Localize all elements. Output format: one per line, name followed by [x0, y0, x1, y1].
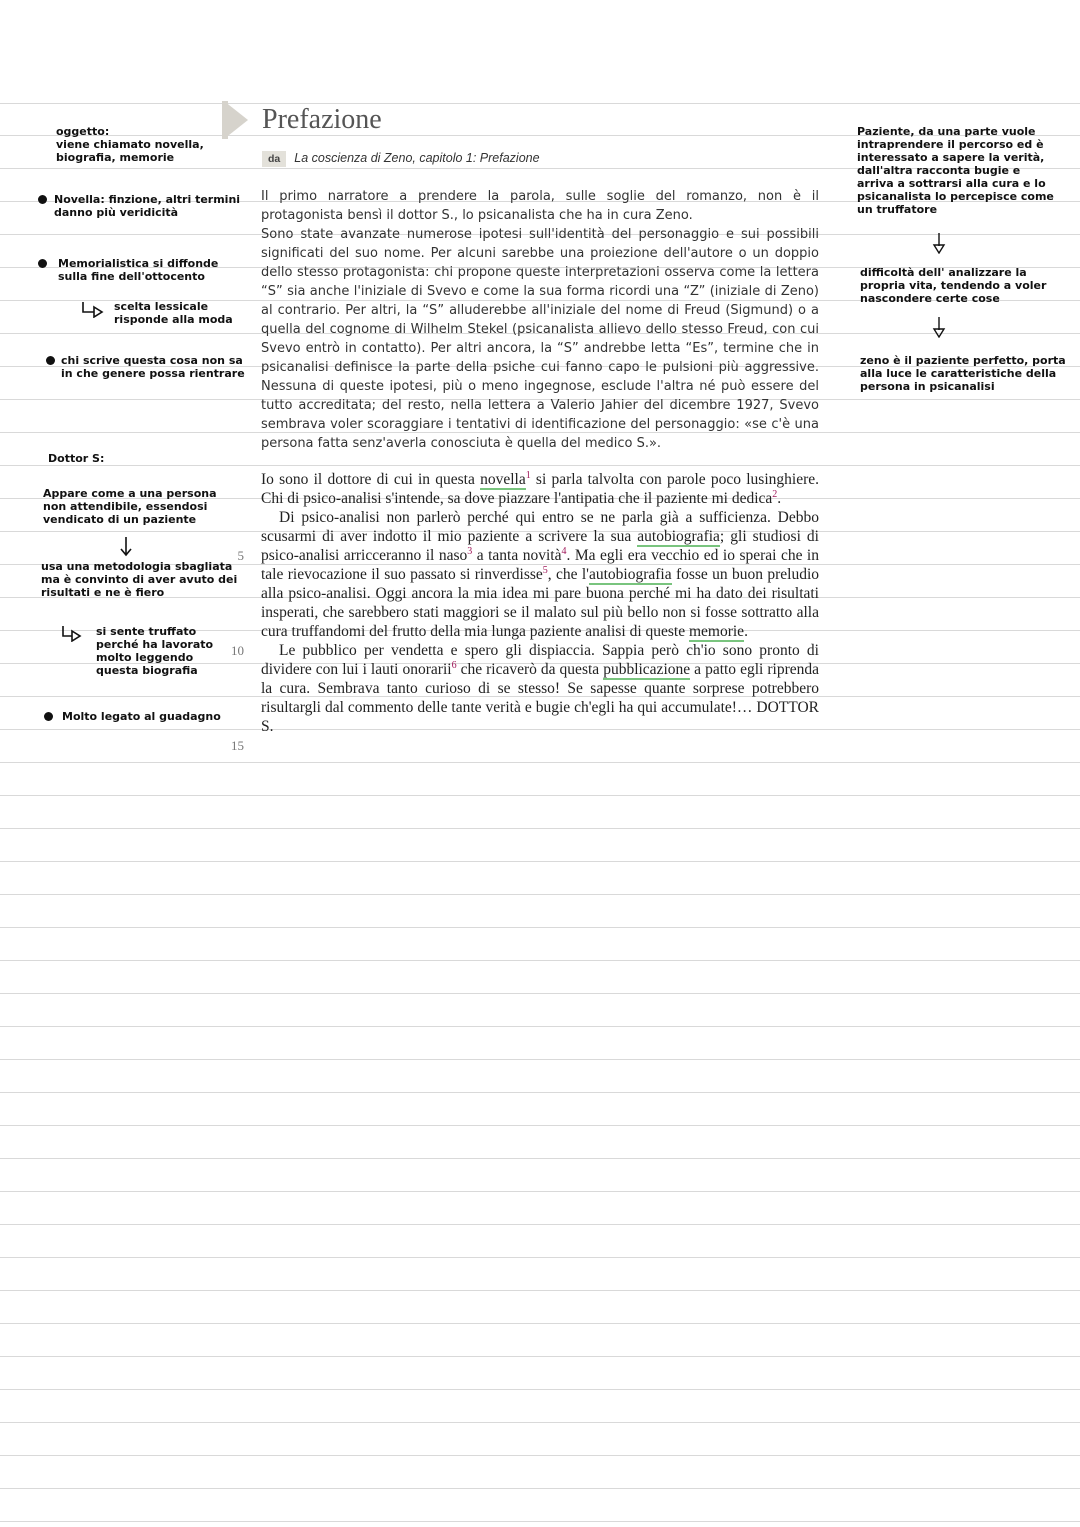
highlight-autobiografia: autobiografia: [637, 528, 720, 545]
note-oggetto: oggetto: viene chiamato novella, biografia, memorie: [56, 125, 204, 164]
intro-text: [261, 187, 819, 453]
source-chapter: , capitolo 1: Prefazione: [412, 151, 540, 165]
note-paziente: Paziente, da una parte vuole intraprendere il percorso ed è interessato a sapere la verità, dall'altra racconta bugie e arriva a sottrarsi alla cura e lo psicanalista lo percepisce come un truffatore: [857, 125, 1054, 216]
intro-paragraph-1: Il primo narratore a prendere la parola, sulle soglie del romanzo, non è il protagonista bensì il dottor S., lo psicanalista che ha in cura Zeno.: [261, 189, 819, 223]
main-text: [261, 470, 819, 736]
footnote-ref[interactable]: 4: [561, 545, 567, 557]
down-arrow-icon: [119, 536, 133, 558]
note-dottor-s: Dottor S:: [48, 452, 105, 465]
hook-arrow-icon: [60, 624, 86, 642]
line-number: 15: [231, 738, 244, 753]
bullet-icon: [44, 712, 53, 721]
source-prefix-badge: da: [262, 151, 286, 167]
footnote-ref[interactable]: 6: [451, 659, 457, 671]
intro-paragraph-2: Sono state avanzate numerose ipotesi sull'identità del personaggio e sui possibili significati del suo nome. Per alcuni sarebbe una proiezione dell'autore o un doppio dello stesso protagonista: chi propone queste interpretazioni osserva come la lettera “S” sia anche l'iniziale di Svevo e come la sua forma ricordi una “Z” (iniziale di Zeno) al contrario. Per altri, la “S” alluderebbe all'iniziale del nome di Freud (Sigmund) o a quella del cognome di Wilhelm Stekel (psicanalista allievo dello stesso Freud, con cui Svevo entrò in contatto). Per altri ancora, la “S” andrebbe letta “Es”, termine che in psicanalisi definisce la parte della psiche cui fanno capo le pulsioni più aggressive. Nessuna di queste ipotesi, più o meno ingegnose, esclude l'altra né può essere del tutto accreditata; del resto, nella lettera a Valerio Jahier del dicembre 1927, Svevo sembrava voler scoraggiare i tentativi di identificazione del personaggio: «se c'è una persona fatta senz'averla conosciuta è quella del medico S.».: [261, 227, 819, 451]
title-chevron-icon: [224, 101, 248, 139]
down-arrow-icon: [932, 316, 946, 338]
source-line: [262, 151, 540, 167]
text-paragraph-1: Io sono il dottore di cui in questa novella$^1$ si parla talvolta con parole poco lusinghiere. Chi di psico-analisi s'intende, sa dove piazzare l'antipatia che il paziente mi dedica$^2$.: [261, 469, 819, 507]
highlight-memorie: memorie: [688, 623, 745, 640]
note-guadagno: Molto legato al guadagno: [62, 710, 221, 723]
text-paragraph-2: Di psico-analisi non parlerò perché qui entro se ne parla già a sufficienza. Debbo scusarmi di aver indotto il mio paziente a scrivere la sua autobiografia; gli studiosi di psico-analisi arricceranno il naso$^3$ a tanta novità$^4$. Ma egli era vecchio ed io sperai che in tale rievocazione il suo passato si rinverdisse$^5$, che l'autobiografia fosse un buon preludio alla psico-analisi. Oggi ancora la mia idea mi pare buona perché mi ha dato dei risultati insperati, che sarebbero stati maggiori se il malato sul più bello non si fosse sottratto alla cura truffandomi del frutto della mia lunga paziente analisi di queste memorie.: [261, 509, 819, 640]
down-arrow-icon: [932, 232, 946, 254]
bullet-icon: [38, 195, 47, 204]
footnote-ref[interactable]: 2: [772, 488, 778, 500]
line-number: 10: [231, 643, 244, 658]
note-novella: Novella: finzione, altri termini danno più veridicità: [54, 193, 241, 219]
page-title: Prefazione: [262, 104, 382, 135]
highlight-novella: novella: [480, 471, 526, 488]
note-truffato: si sente truffato perché ha lavorato molto leggendo questa biografia: [96, 625, 214, 677]
bullet-icon: [38, 259, 47, 268]
note-appare: Appare come a una persona non attendibile, essendosi vendicato di un paziente: [43, 487, 217, 526]
note-scelta-lessicale: scelta lessicale risponde alla moda: [114, 300, 233, 326]
bullet-icon: [46, 356, 55, 365]
hook-arrow-icon: [80, 300, 106, 318]
footnote-ref[interactable]: 5: [542, 564, 548, 576]
note-chi-scrive: chi scrive questa cosa non sa in che genere possa rientrare: [61, 354, 245, 380]
text-paragraph-3: Le pubblico per vendetta e spero gli dispiaccia. Sappia però ch'io sono pronto di dividere con lui i lauti onorarii$^6$ che ricaverò da questa pubblicazione a patto egli riprenda la cura. Sembrava tanto curioso di se stesso! Se sapesse quante sorprese potrebbero risultargli dal commento delle tante verità e bugie ch'egli ha qui accumulate!… DOTTOR S.: [261, 642, 819, 735]
source-work: La coscienza di Zeno: [294, 151, 413, 165]
footnote-ref[interactable]: 3: [467, 545, 473, 557]
note-difficolta: difficoltà dell' analizzare la propria vita, tendendo a voler nascondere certe cose: [860, 266, 1047, 305]
note-memorialistica: Memorialistica si diffonde sulla fine dell'ottocento: [58, 257, 219, 283]
footnote-ref[interactable]: 1: [525, 469, 531, 481]
line-number: 5: [237, 548, 244, 563]
highlight-autobiografia: autobiografia: [588, 566, 672, 583]
note-metodologia: usa una metodologia sbagliata ma è convinto di aver avuto dei risultati e ne è fiero: [41, 560, 238, 599]
highlight-pubblicazione: pubblicazione: [603, 661, 691, 678]
note-zeno: zeno è il paziente perfetto, porta alla luce le caratteristiche della persona in psicanalisi: [860, 354, 1066, 393]
